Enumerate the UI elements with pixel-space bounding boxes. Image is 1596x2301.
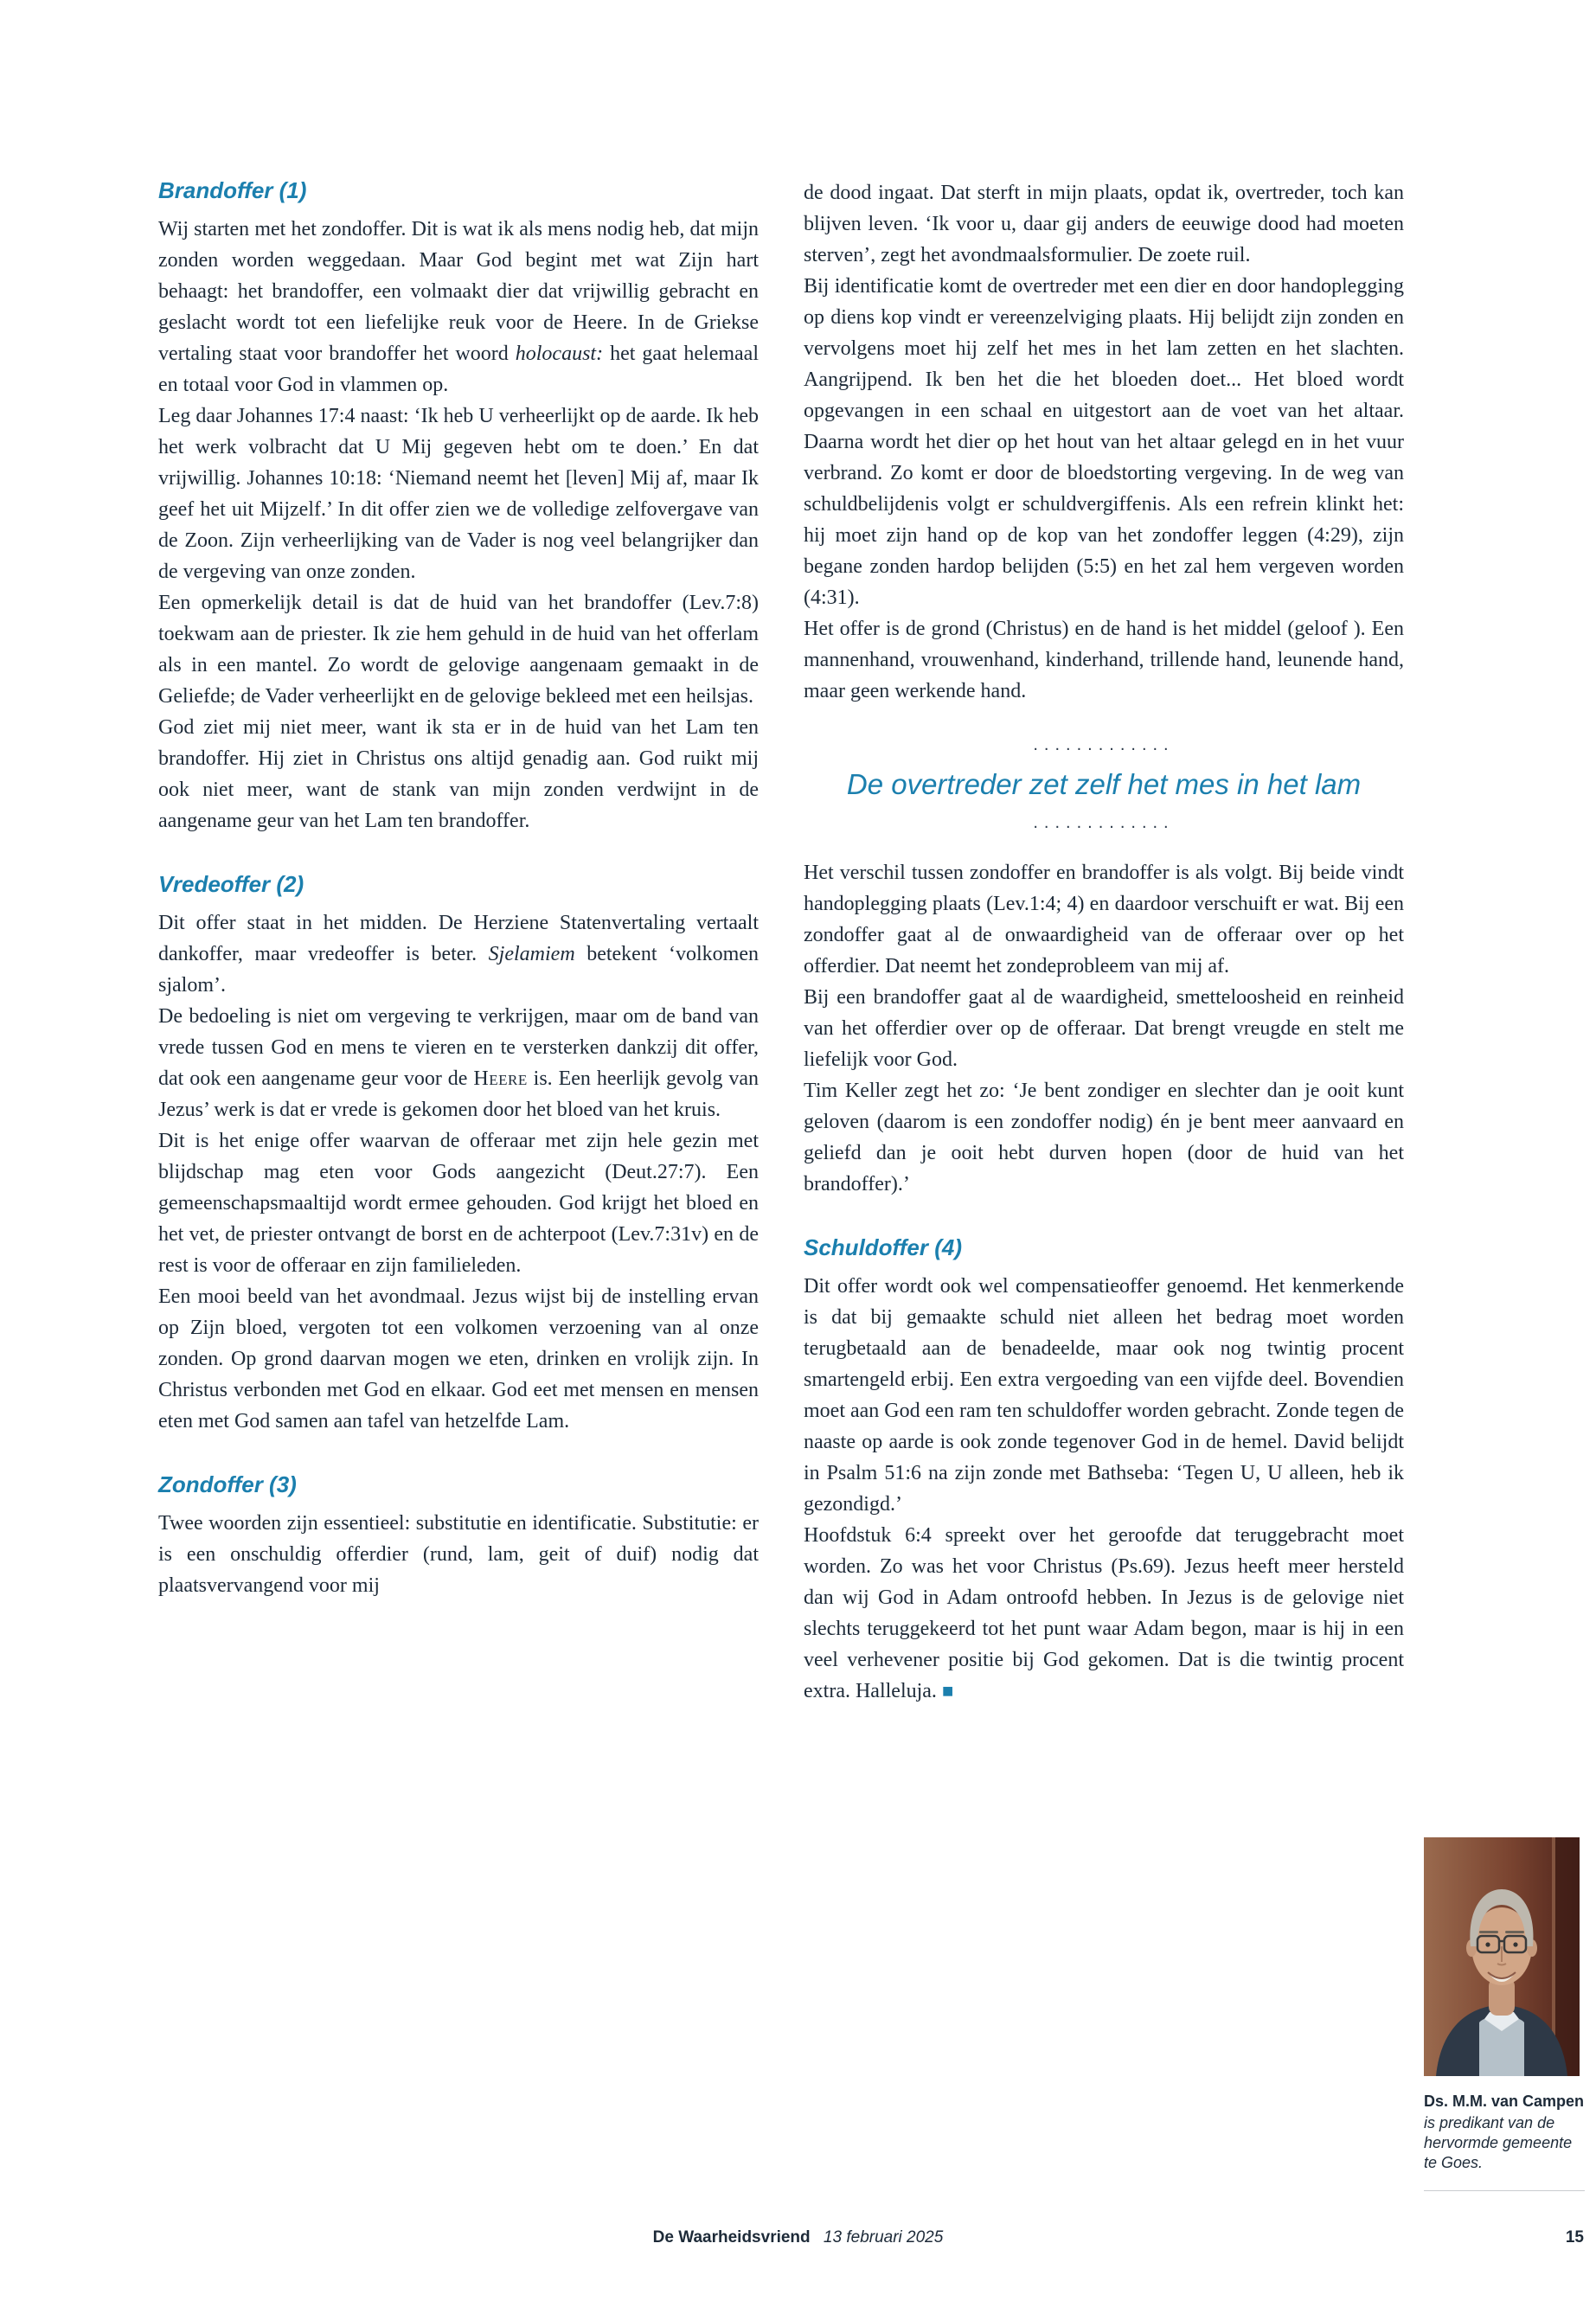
pullquote <box>804 736 1404 831</box>
paragraph: Het offer is de grond (Christus) en de hand is het middel (geloof ). Een mannenhand, vrouwenhand, kinderhand, trillende hand, leunende hand, maar geen werkende hand. <box>804 618 1404 702</box>
paragraph: God ziet mij niet meer, want ik sta er in de huid van het Lam ten brandoffer. Hij ziet in Christus ons altijd genadig aan. God ruikt mij ook niet meer, want de stank van mijn zonden verdwijnt in de aangename geur van het Lam ten brandoffer. <box>158 716 759 832</box>
footer-date: 13 februari 2025 <box>823 2228 944 2247</box>
paragraph: Leg daar Johannes 17:4 naast: ‘Ik heb U verheerlijkt op de aarde. Ik heb het werk volbracht dat U Mij gegeven hebt om te doen.’ En dat vrijwillig. Johannes 10:18: ‘Niemand neemt het [leven] Mij af, maar Ik geef het uit Mijzelf.’ In dit offer zien we de volledige zelfovergave van de Zoon. Zijn verheerlijking van de Vader is nog veel belangrijker dan de vergeving van onze zonden. <box>158 405 759 583</box>
section-heading-brandoffer: Brandoffer (1) <box>158 177 307 203</box>
caption-role: is predikant van de hervormde gemeente te Goes. <box>1424 2114 1573 2171</box>
section-brandoffer <box>158 177 759 836</box>
section-zondoffer <box>158 1471 759 1601</box>
right-column <box>804 177 1404 1707</box>
article-end-mark: ■ <box>941 1680 954 1702</box>
author-photo-block <box>1424 1837 1585 2191</box>
paragraph: de dood ingaat. Dat sterft in mijn plaats, opdat ik, overtreder, toch kan blijven leven. ‘Ik voor u, daar gij anders de eeuwige dood had moeten sterven’, zegt het avondmaalsformulier. De zoete ruil. <box>804 182 1404 266</box>
footer-center <box>653 2228 944 2247</box>
author-photo <box>1424 1837 1580 2076</box>
pullquote-text: De overtreder zet zelf het mes in het lam <box>846 768 1362 800</box>
section-zondoffer-continued <box>804 177 1404 707</box>
paragraph: Een mooi beeld van het avondmaal. Jezus wijst bij de instelling ervan op Zijn bloed, vergoten tot een volkomen verzoening van al onze zonden. Op grond daarvan mogen we eten, drinken en vrolijk zijn. In Christus verbonden met God en elkaar. God eet met mensen en mensen eten met God samen aan tafel van hetzelfde Lam. <box>158 1285 759 1433</box>
paragraph-text: Hoofdstuk 6:4 spreekt over het geroofde dat teruggebracht moet worden. Zo was het voor Christus (Ps.69). Jezus heeft meer hersteld dan wij God in Adam ontroofd hebben. In Jezus is de gelovige niet slechts teruggekeerd tot het punt waar Adam begon, maar is hij in een veel verhevener positie bij God gekomen. Dat is die twintig procent extra. Halleluja. <box>804 1524 1404 1702</box>
pullquote-dots-top: ............. <box>1033 735 1175 754</box>
section-comparison <box>804 857 1404 1200</box>
paragraph: Bij een brandoffer gaat al de waardigheid, smetteloosheid en reinheid van het offerdier over op de offeraar. Dat brengt vreugde en stelt me liefelijk voor God. <box>804 986 1404 1071</box>
paragraph: Wij starten met het zondoffer. Dit is wat ik als mens nodig heb, dat mijn zonden worden weggedaan. Maar God begint met wat Zijn hart behaagt: het brandoffer, een volmaakt dier dat vrijwillig gebracht en geslacht wordt tot een liefelijke reuk voor de Heere. In de Griekse vertaling staat voor brandoffer het woord holocaust: het gaat helemaal en totaal voor God in vlammen op. <box>158 218 759 396</box>
left-column <box>158 177 759 1707</box>
page-footer <box>0 2228 1596 2254</box>
pullquote-dots-bottom: ............. <box>1033 813 1175 832</box>
paragraph: Dit is het enige offer waarvan de offeraar met zijn hele gezin met blijdschap mag eten voor Gods aangezicht (Deut.27:7). Een gemeenschapsmaaltijd wordt ermee gehouden. God krijgt het bloed en het vet, de priester ontvangt de borst en de achterpoot (Lev.7:31v) en de rest is voor de offeraar en zijn familieleden. <box>158 1130 759 1277</box>
paragraph: Dit offer staat in het midden. De Herziene Statenvertaling vertaalt dankoffer, maar vredeoffer is beter. Sjelamiem betekent ‘volkomen sjalom’. <box>158 912 759 997</box>
caption-name: Ds. M.M. van Campen <box>1424 2093 1585 2110</box>
paragraph: Twee woorden zijn essentieel: substitutie en identificatie. Substitutie: er is een onschuldig offerdier (rund, lam, geit of duif) nodig dat plaatsvervangend voor mij <box>158 1512 759 1597</box>
section-vredeoffer <box>158 871 759 1437</box>
paragraph: Tim Keller zegt het zo: ‘Je bent zondiger en slechter dan je ooit kunt geloven (daarom is een zondoffer nodig) én je bent meer aanvaard en geliefd dan je ooit hebt durven hopen (door de huid van het brandoffer).’ <box>804 1080 1404 1195</box>
magazine-title: De Waarheidsvriend <box>652 2228 811 2247</box>
paragraph: De bedoeling is niet om vergeving te verkrijgen, maar om de band van vrede tussen God en mens te vieren en te versterken dankzij dit offer, dat ook een aangename geur voor de Heere is. Een heerlijk gevolg van Jezus’ werk is dat er vrede is gekomen door het bloed van het kruis. <box>158 1005 760 1121</box>
article-body <box>158 177 1404 1707</box>
paragraph: Het verschil tussen zondoffer en brandoffer is als volgt. Bij beide vindt handoplegging plaats (Lev.1:4; 4) en daardoor verschuift er wat. Bij een zondoffer gaat al de onwaardigheid van de offeraar over op het offerdier. Dat neemt het zondeprobleem van mij af. <box>804 862 1404 977</box>
section-heading-vredeoffer: Vredeoffer (2) <box>158 871 304 897</box>
section-heading-zondoffer: Zondoffer (3) <box>158 1471 297 1497</box>
section-schuldoffer <box>804 1234 1404 1707</box>
photo-caption <box>1424 2092 1585 2191</box>
paragraph: Bij identificatie komt de overtreder met een dier en door handoplegging op diens kop vindt er vereenzelviging plaats. Hij belijdt zijn zonden en vervolgens moet hij zelf het mes in het lam zetten en het slachten. Aangrijpend. Ik ben het die het bloeden doet... Het bloed wordt opgevangen in een schaal en uitgestort aan de voet van het altaar. Daarna wordt het dier op het hout van het altaar gelegd en in het vuur verbrand. Zo komt er door de bloedstorting vergeving. In de weg van schuldbelijdenis volgt er schuldvergiffenis. Als een refrein klinkt het: hij moet zijn hand op de kop van het zondoffer leggen (4:29), zijn begane zonden hardop belijden (5:5) en het zal hem vergeven worden (4:31). <box>804 275 1404 609</box>
paragraph: Dit offer wordt ook wel compensatieoffer genoemd. Het kenmerkende is dat bij gemaakte schuld niet alleen het bedrag moet worden terugbetaald aan de benadeelde, maar ook nog twintig procent smartengeld erbij. Een extra vergoeding van een vijfde deel. Bovendien moet aan God een ram ten schuldoffer worden gebracht. Zonde tegen de naaste op aarde is ook zonde tegenover God in de hemel. David belijdt in Psalm 51:6 na zijn zonde met Bathseba: ‘Tegen U, U alleen, heb ik gezondigd.’ <box>804 1275 1404 1516</box>
section-heading-schuldoffer: Schuldoffer (4) <box>804 1234 962 1260</box>
page-number: 15 <box>1565 2228 1584 2247</box>
paragraph <box>804 1520 1404 1707</box>
paragraph: Een opmerkelijk detail is dat de huid van het brandoffer (Lev.7:8) toekwam aan de priester. Ik zie hem gehuld in de huid van het offerlam als in een mantel. Zo wordt de gelovige aangenaam gemaakt in de Geliefde; de Vader verheerlijkt en de gelovige bekleed met een heilsjas. <box>158 592 759 708</box>
